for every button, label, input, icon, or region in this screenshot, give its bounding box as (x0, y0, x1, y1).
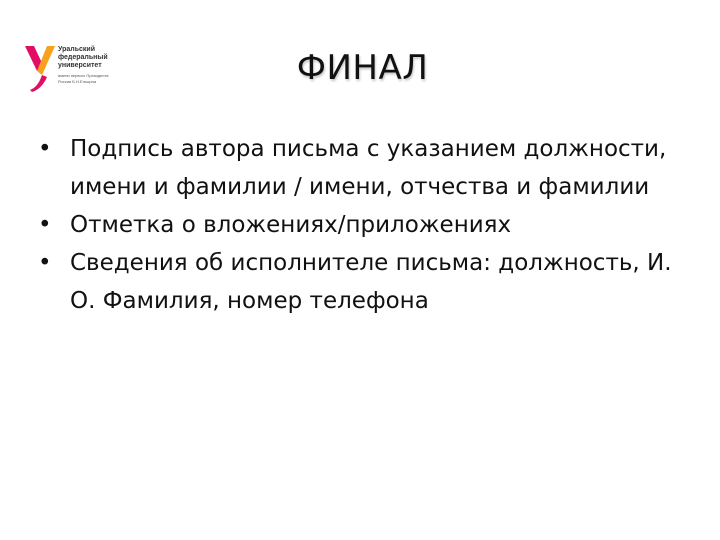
logo-university-name (58, 46, 108, 70)
bullet-text: Сведения об исполнителе письма: должность, И. О. Фамилия, номер телефона (70, 250, 672, 314)
logo-name-line: Уральский (58, 46, 96, 53)
logo-name-line: федеральный (58, 54, 108, 61)
logo-university-subtitle (58, 73, 108, 85)
bullet-marker: • (38, 212, 52, 238)
bullet-item (38, 206, 703, 244)
slide-title: ФИНАЛ (296, 48, 429, 88)
bullet-marker: • (38, 136, 52, 162)
bullet-list (38, 130, 703, 320)
logo-sub-line: России Б.Н.Ельцина (58, 79, 97, 84)
bullet-item (38, 130, 703, 206)
logo-name-line: университет (58, 62, 102, 69)
bullet-text: Подпись автора письма с указанием должности, имени и фамилии / имени, отчества и фамилии (70, 136, 667, 200)
bullet-text: Отметка о вложениях/приложениях (70, 212, 512, 238)
university-logo (25, 42, 135, 94)
logo-sub-line: имени первого Президента (58, 73, 109, 78)
urfu-logo-mark-icon (25, 44, 55, 92)
bullet-item (38, 244, 703, 320)
bullet-marker: • (38, 250, 52, 276)
